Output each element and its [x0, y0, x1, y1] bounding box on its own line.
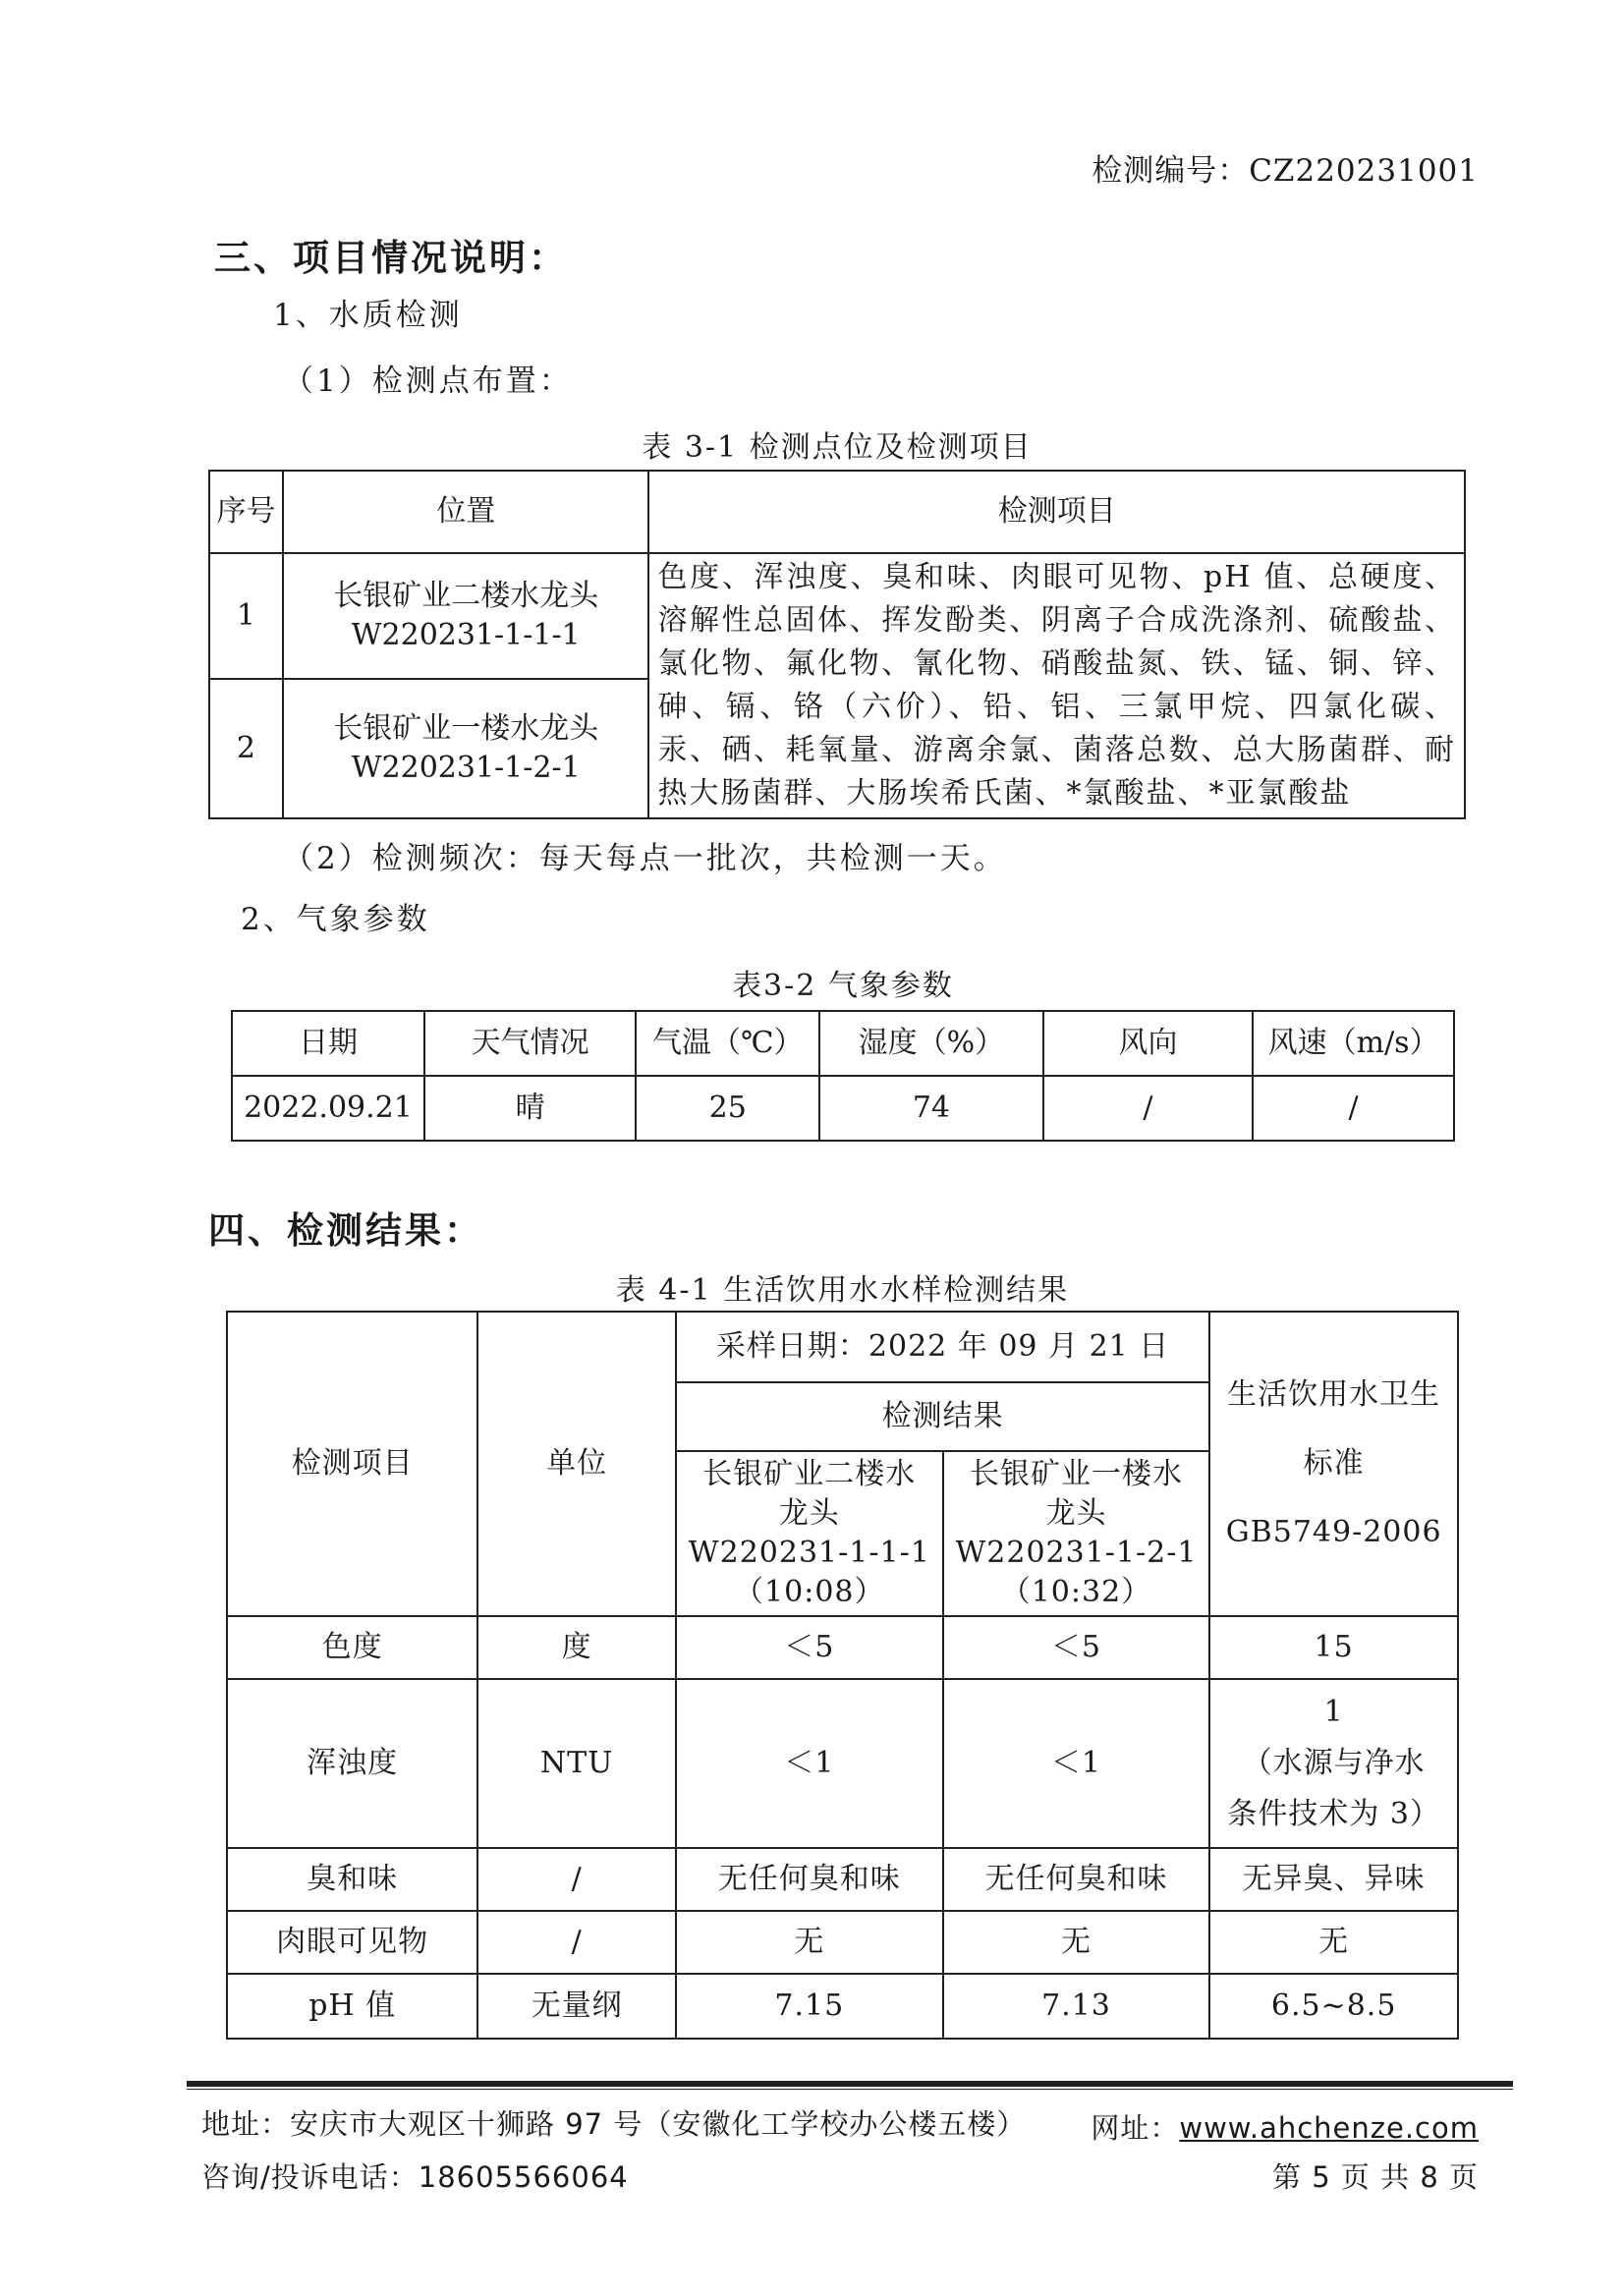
sample-code: W220231-1-2-1 [351, 750, 581, 785]
table-3-2-caption: 表3-2 气象参数 [732, 969, 954, 1003]
header-date: 日期 [232, 1011, 424, 1076]
table-row [232, 1076, 1454, 1141]
table-4-1 [226, 1311, 1459, 2040]
cell-standard: 无 [1209, 1911, 1458, 1974]
report-number: 检测编号：CZ220231001 [1092, 153, 1479, 189]
table-row [227, 1911, 1458, 1974]
cell-item: 肉眼可见物 [227, 1911, 477, 1974]
test-frequency: （2）检测频次：每天每点一批次，共检测一天。 [283, 841, 1007, 876]
standard-title: 生活饮用水卫生 [1227, 1377, 1441, 1412]
footer-divider-thin [187, 2089, 1513, 2090]
cell-weather: 晴 [424, 1076, 636, 1141]
cell-result-2: ＜1 [943, 1679, 1210, 1848]
header-unit: 单位 [477, 1312, 676, 1616]
table-4-1-caption: 表 4-1 生活饮用水水样检测结果 [615, 1273, 1070, 1308]
standard-value: 1 [1323, 1695, 1344, 1729]
cell-result-2: 无任何臭和味 [943, 1848, 1210, 1911]
cell-unit: / [477, 1911, 676, 1974]
header-location: 位置 [283, 471, 649, 553]
cell-wind-direction: / [1043, 1076, 1253, 1141]
subsection-water-quality: 1、水质检测 [273, 298, 463, 333]
cell-standard: 无异臭、异味 [1209, 1848, 1458, 1911]
sample-code: W220231-1-1-1 [351, 617, 581, 652]
table-3-1-caption: 表 3-1 检测点位及检测项目 [642, 430, 1033, 465]
table-row [209, 553, 1465, 679]
cell-result-1: ＜1 [676, 1679, 943, 1848]
header-wind-speed: 风速（m/s） [1253, 1011, 1454, 1076]
table-row [227, 1848, 1458, 1911]
standard-note-2: 条件技术为 3） [1227, 1797, 1440, 1831]
cell-unit: 无量纲 [477, 1974, 676, 2039]
sample-1-location: 长银矿业二楼水 [702, 1457, 917, 1491]
row-location [283, 553, 649, 679]
cell-standard: 6.5~8.5 [1209, 1974, 1458, 2039]
cell-date: 2022.09.21 [232, 1076, 424, 1141]
sample-2-code: W220231-1-2-1 [955, 1536, 1198, 1570]
cell-result-2: 7.13 [943, 1974, 1210, 2039]
cell-result-1: ＜5 [676, 1616, 943, 1679]
header-sampling-date: 采样日期：2022 年 09 月 21 日 [676, 1312, 1209, 1382]
table-row [227, 1616, 1458, 1679]
test-items: 色度、浑浊度、臭和味、肉眼可见物、pH 值、总硬度、溶解性总固体、挥发酚类、阴离子合成洗涤剂、硫酸盐、氯化物、氟化物、氰化物、硝酸盐氮、铁、锰、铜、锌、砷、镉、铬（六价）、铅、铝、三氯甲烷、四氯化碳、汞、硒、耗氧量、游离余氯、菌落总数、总大肠菌群、耐热大肠菌群、大肠埃希氏菌、*氯酸盐、*亚氯酸盐 [648, 553, 1465, 818]
sample-1-location-2: 龙头 [778, 1496, 840, 1531]
row-location [283, 679, 649, 818]
website-label: 网址： [1091, 2111, 1180, 2145]
header-standard [1209, 1312, 1458, 1616]
footer-address: 地址：安庆市大观区十狮路 97 号（安徽化工学校办公楼五楼） [201, 2107, 1027, 2141]
cell-result-2: 无 [943, 1911, 1210, 1974]
website-link[interactable]: www.ahchenze.com [1179, 2111, 1479, 2145]
sample-2-location: 长银矿业一楼水 [969, 1457, 1183, 1491]
cell-humidity: 74 [819, 1076, 1043, 1141]
subsection-weather: 2、气象参数 [241, 902, 430, 937]
section-4-heading: 四、检测结果： [208, 1209, 483, 1252]
standard-note: （水源与净水 [1242, 1746, 1426, 1780]
header-no: 序号 [209, 471, 283, 553]
table-row [227, 1974, 1458, 2039]
cell-standard [1209, 1679, 1458, 1848]
sample-2-time: （10:32） [1000, 1575, 1152, 1609]
sample-1-code: W220231-1-1-1 [688, 1536, 930, 1570]
header-humidity: 湿度（%） [819, 1011, 1043, 1076]
header-results: 检测结果 [676, 1382, 1209, 1451]
standard-code: GB5749-2006 [1225, 1515, 1442, 1549]
row-no: 2 [209, 679, 283, 818]
footer-divider [187, 2081, 1513, 2087]
cell-result-1: 无任何臭和味 [676, 1848, 943, 1911]
cell-result-2: ＜5 [943, 1616, 1210, 1679]
cell-item: pH 值 [227, 1974, 477, 2039]
header-wind-direction: 风向 [1043, 1011, 1253, 1076]
location-name: 长银矿业一楼水龙头 [333, 710, 599, 746]
header-temperature: 气温（℃） [636, 1011, 819, 1076]
standard-title-2: 标准 [1303, 1446, 1365, 1481]
sample-1-time: （10:08） [734, 1575, 885, 1609]
cell-unit: NTU [477, 1679, 676, 1848]
subsection-sampling-points: （1）检测点布置： [283, 364, 573, 399]
header-sample-1 [676, 1451, 943, 1616]
cell-unit: / [477, 1848, 676, 1911]
cell-item: 色度 [227, 1616, 477, 1679]
table-3-2 [231, 1010, 1455, 1142]
cell-wind-speed: / [1253, 1076, 1454, 1141]
sample-2-location-2: 龙头 [1045, 1496, 1107, 1531]
table-3-1 [208, 470, 1466, 819]
cell-standard: 15 [1209, 1616, 1458, 1679]
header-test-item: 检测项目 [227, 1312, 477, 1616]
footer-phone: 咨询/投诉电话：18605566064 [201, 2160, 629, 2194]
cell-unit: 度 [477, 1616, 676, 1679]
header-sample-2 [943, 1451, 1210, 1616]
cell-result-1: 无 [676, 1911, 943, 1974]
table-row [227, 1679, 1458, 1848]
header-items: 检测项目 [648, 471, 1465, 553]
cell-result-1: 7.15 [676, 1974, 943, 2039]
location-name: 长银矿业二楼水龙头 [333, 578, 599, 613]
row-no: 1 [209, 553, 283, 679]
cell-item: 臭和味 [227, 1848, 477, 1911]
cell-temperature: 25 [636, 1076, 819, 1141]
cell-item: 浑浊度 [227, 1679, 477, 1848]
footer-page-number: 第 5 页 共 8 页 [1272, 2160, 1479, 2194]
footer-website [1091, 2106, 1479, 2147]
section-3-heading: 三、项目情况说明： [214, 237, 568, 279]
header-weather: 天气情况 [424, 1011, 636, 1076]
